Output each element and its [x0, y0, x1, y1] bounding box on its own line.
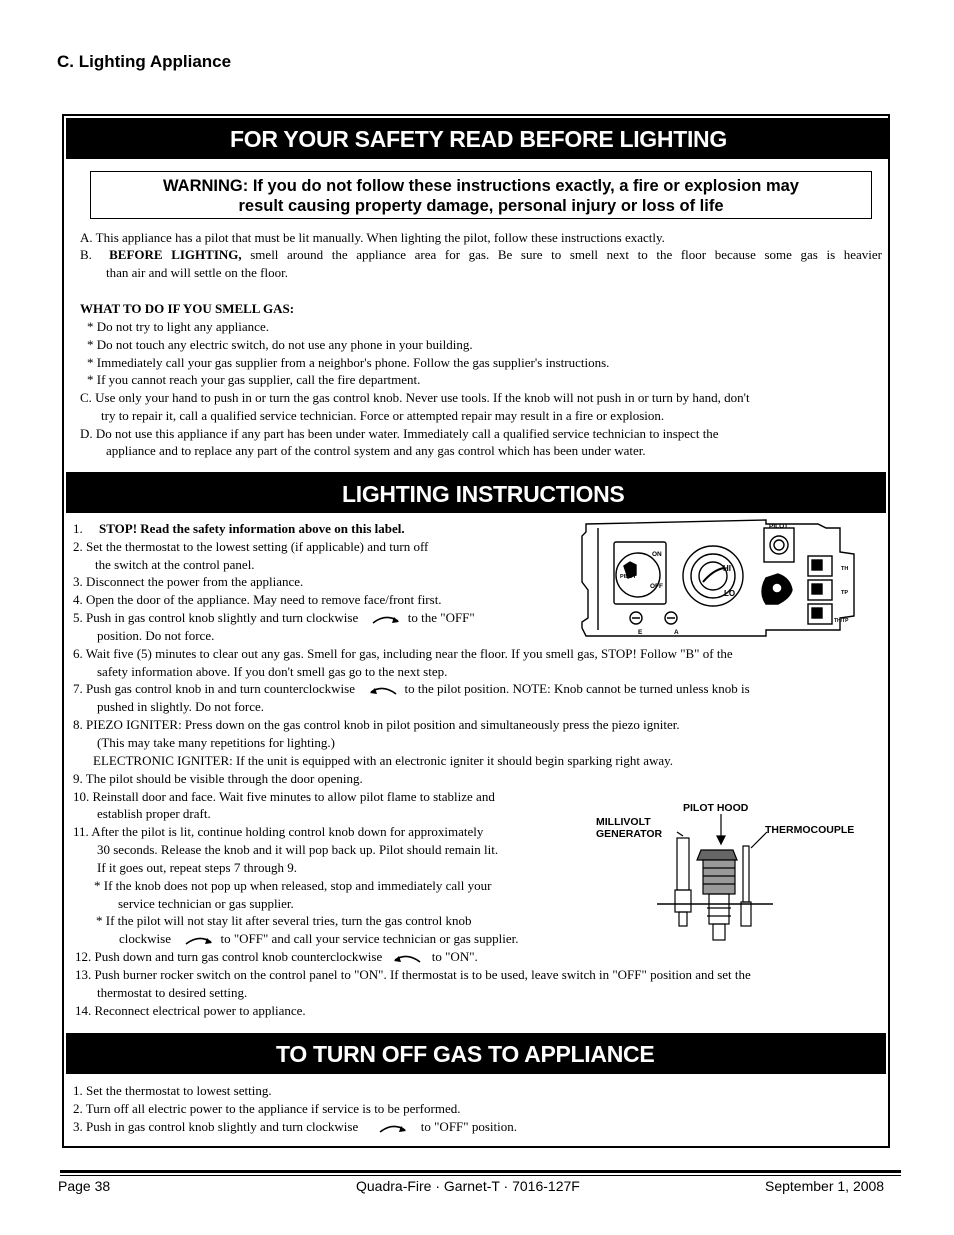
step-11: 11. After the pilot is lit, continue holding control knob down for approximately	[73, 824, 484, 839]
step-11-cont: 30 seconds. Release the knob and it will pop back up. Pilot should remain lit.	[97, 842, 499, 857]
step-12-text: 12. Push down and turn gas control knob counterclockwise	[75, 949, 383, 964]
safety-b-rest: smell around the appliance area for gas. Be sure to smell next to the floor because some gas is heavier	[250, 247, 882, 262]
turnoff-title: TO TURN OFF GAS TO APPLIANCE	[276, 1041, 655, 1067]
step-10-cont: establish proper draft.	[97, 806, 211, 821]
label-pilot-hood: PILOT HOOD	[683, 802, 749, 814]
label-millivolt: MILLIVOLT	[596, 816, 651, 828]
valve-label-on: ON	[652, 551, 662, 558]
safety-item-a: A. This appliance has a pilot that must be lit manually. When lighting the pilot, follow these instructions exactly.	[80, 230, 665, 245]
step-7-end: to the pilot position. NOTE: Knob cannot be turned unless knob is	[404, 681, 750, 696]
valve-label-pilot-knob: PILOT	[620, 574, 637, 580]
step-8-electronic: ELECTRONIC IGNITER: If the unit is equipped with an electronic igniter it should begin sparking right away.	[93, 753, 674, 768]
clockwise-arrow-icon	[371, 612, 401, 626]
lighting-banner	[66, 472, 886, 513]
step-5-text: 5. Push in gas control knob slightly and turn clockwise	[73, 610, 359, 625]
safety-title: FOR YOUR SAFETY READ BEFORE LIGHTING	[230, 126, 727, 152]
label-thermocouple: THERMOCOUPLE	[765, 824, 855, 836]
footer-rule	[60, 1170, 901, 1173]
valve-label-off: OFF	[650, 583, 663, 590]
step-5	[73, 609, 475, 626]
gas-valve-diagram	[578, 518, 860, 638]
counterclockwise-arrow-icon	[392, 951, 422, 965]
section-title: C. Lighting Appliance	[57, 52, 232, 71]
smell-item: * Immediately call your gas supplier from a neighbor's phone. Follow the gas supplier's instructions.	[87, 355, 610, 370]
step-5-cont: position. Do not force.	[97, 628, 215, 643]
turnoff-step-2: 2. Turn off all electric power to the appliance if service is to be performed.	[73, 1101, 461, 1116]
step-9: 9. The pilot should be visible through the door opening.	[73, 771, 363, 786]
warning-line-2: result causing property damage, personal injury or loss of life	[238, 197, 724, 215]
footer-page: Page 38	[58, 1178, 111, 1194]
step-12	[75, 948, 478, 965]
step-2-cont: the switch at the control panel.	[95, 557, 255, 572]
step-1-text: STOP! Read the safety information above on this label.	[99, 521, 405, 536]
step-11-cont: If it goes out, repeat steps 7 through 9.	[97, 860, 298, 875]
step-10: 10. Reinstall door and face. Wait five minutes to allow pilot flame to stablize and	[73, 789, 495, 804]
step-5-end: to the "OFF"	[407, 610, 475, 625]
footer-rule	[60, 1175, 901, 1176]
turnoff-step-3-text: 3. Push in gas control knob slightly and turn clockwise	[73, 1119, 359, 1134]
footer-date: September 1, 2008	[765, 1178, 885, 1194]
label-generator: GENERATOR	[596, 828, 663, 840]
step-11-end: to "OFF" and call your service technician or gas supplier.	[220, 931, 519, 946]
safety-b-bold: BEFORE LIGHTING,	[109, 247, 242, 262]
smell-item: * Do not try to light any appliance.	[87, 319, 269, 334]
step-11-note: * If the pilot will not stay lit after several tries, turn the gas control knob	[96, 913, 472, 928]
smell-heading: WHAT TO DO IF YOU SMELL GAS:	[80, 301, 295, 316]
step-3: 3. Disconnect the power from the appliance.	[73, 574, 304, 589]
step-7	[73, 680, 750, 697]
valve-label-pilot: PILOT	[769, 523, 789, 530]
turnoff-step-3-end: to "OFF" position.	[420, 1119, 517, 1134]
smell-item: * If you cannot reach your gas supplier, call the fire department.	[87, 372, 421, 387]
step-11-note-cont	[119, 930, 518, 947]
safety-item-c-cont: try to repair it, call a qualified service technician. Force or attempted repair may result in a fire or explosion.	[101, 408, 665, 423]
safety-b-label: B.	[80, 247, 92, 262]
pilot-assembly-diagram	[655, 812, 775, 944]
step-6: 6. Wait five (5) minutes to clear out any gas. Smell for gas, including near the floor. If you smell gas, STOP! Follow "B" of the	[73, 646, 733, 661]
valve-label-hi: HI	[723, 564, 731, 573]
valve-label-lo: LO	[724, 589, 736, 598]
safety-item-d-cont: appliance and to replace any part of the control system and any gas control which has been under water.	[106, 443, 646, 458]
valve-label-e: E	[638, 629, 643, 636]
turnoff-step-3	[73, 1118, 517, 1135]
valve-label-a: A	[674, 629, 679, 636]
smell-item: * Do not touch any electric switch, do not use any phone in your building.	[87, 337, 473, 352]
step-8: 8. PIEZO IGNITER: Press down on the gas control knob in pilot position and simultaneously press the piezo igniter.	[73, 717, 680, 732]
warning-box	[90, 171, 872, 219]
step-11-note-cont: service technician or gas supplier.	[118, 896, 294, 911]
turnoff-banner	[66, 1033, 886, 1074]
step-13-cont: thermostat to desired setting.	[97, 985, 248, 1000]
step-1-num: 1.	[73, 521, 83, 536]
safety-item-b-cont: than air and will settle on the floor.	[106, 265, 288, 280]
step-6-cont: safety information above. If you don't smell gas go to the next step.	[97, 664, 448, 679]
step-7-text: 7. Push gas control knob in and turn counterclockwise	[73, 681, 355, 696]
step-4: 4. Open the door of the appliance. May need to remove face/front first.	[73, 592, 442, 607]
footer-doc: Quadra-Fire · Garnet-T · 7016-127F	[356, 1178, 580, 1194]
clockwise-arrow-icon	[378, 1121, 408, 1135]
step-13: 13. Push burner rocker switch on the control panel to "ON". If thermostat is to be used, leave switch in "OFF" position and set the	[75, 967, 751, 982]
turnoff-step-1: 1. Set the thermostat to lowest setting.	[73, 1083, 272, 1098]
step-14: 14. Reconnect electrical power to appliance.	[75, 1003, 306, 1018]
step-12-end: to "ON".	[431, 949, 478, 964]
lighting-title: LIGHTING INSTRUCTIONS	[342, 481, 625, 507]
clockwise-arrow-icon	[184, 933, 214, 947]
valve-label-thtp: TH/TP	[834, 618, 849, 624]
safety-item-c: C. Use only your hand to push in or turn the gas control knob. Never use tools. If the knob will not push in or turn by hand, don't	[80, 390, 750, 405]
step-2: 2. Set the thermostat to the lowest setting (if applicable) and turn off	[73, 539, 429, 554]
valve-label-tp: TP	[841, 590, 849, 596]
step-7-cont: pushed in slightly. Do not force.	[97, 699, 265, 714]
warning-line-1: WARNING: If you do not follow these instructions exactly, a fire or explosion may	[163, 177, 799, 195]
step-11-clockwise: clockwise	[119, 931, 171, 946]
valve-label-th: TH	[841, 566, 849, 572]
counterclockwise-arrow-icon	[368, 683, 398, 697]
step-11-note: * If the knob does not pop up when released, stop and immediately call your	[94, 878, 492, 893]
safety-item-d: D. Do not use this appliance if any part has been under water. Immediately call a qualified service technician to inspect the	[80, 426, 719, 441]
step-8-cont: (This may take many repetitions for lighting.)	[97, 735, 335, 750]
safety-banner	[66, 118, 888, 159]
safety-item-b	[80, 246, 882, 263]
step-1	[73, 520, 405, 537]
